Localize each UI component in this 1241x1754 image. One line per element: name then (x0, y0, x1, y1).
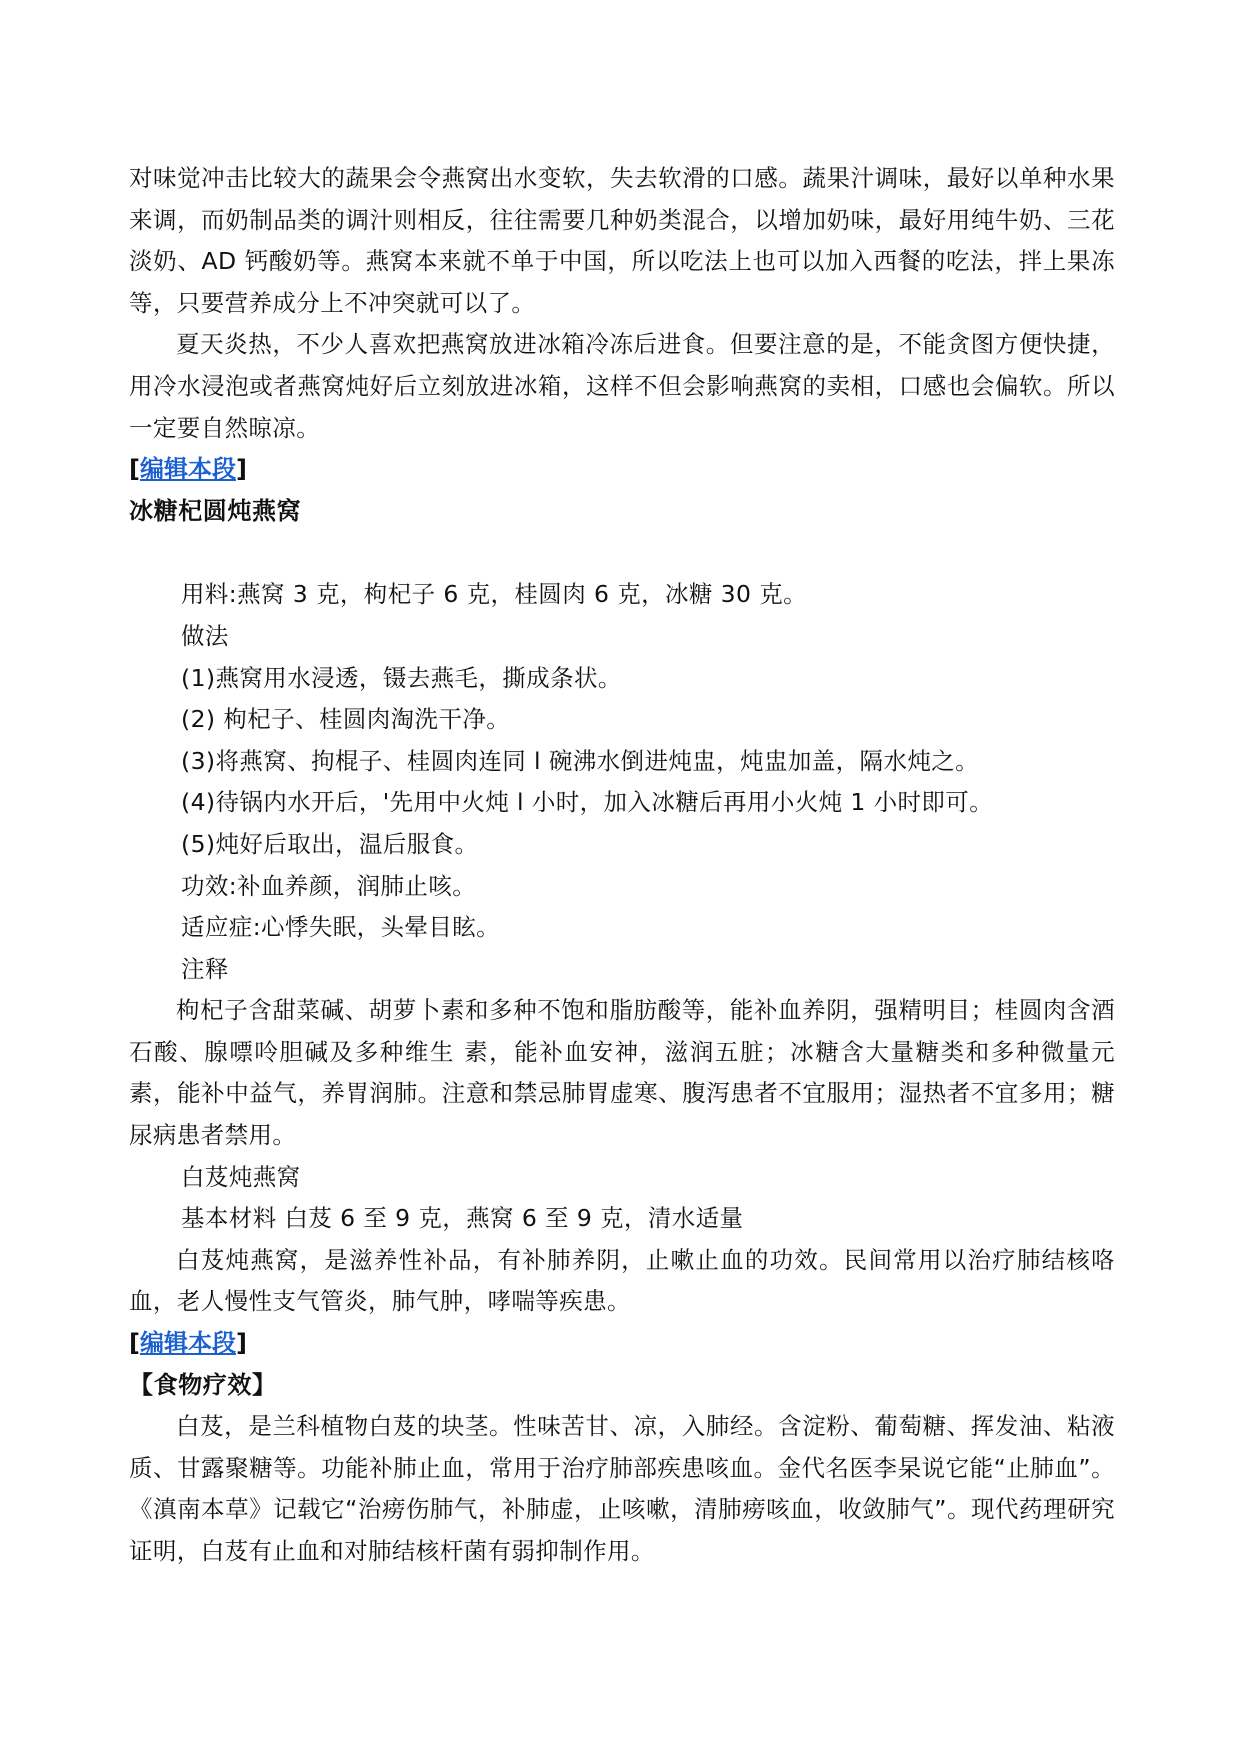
section-title-food-therapy: 【食物疗效】 (129, 1370, 277, 1399)
edit-section-button-1[interactable]: 编辑本段 (139, 455, 236, 484)
recipe-step: (1)燕窝用水浸透，镊去燕毛，撕成条状。 (181, 663, 622, 692)
recipe-method-title: 做法 (181, 621, 229, 650)
paragraph-summer-cooling: 夏天炎热，不少人喜欢把燕窝放进冰箱冷冻后进食。但要注意的是，不能贪图方便快捷，用冷水浸泡或者燕窝炖好后立刻放进冰箱，这样不但会影响燕窝的卖相，口感也会偏软。所以一定要自然晾凉。 (129, 330, 1115, 442)
spacer (129, 532, 1115, 574)
edit-section-button-2[interactable]: 编辑本段 (139, 1329, 236, 1358)
recipe-indication: 适应症:心悸失眠，头晕目眩。 (181, 913, 501, 942)
recipe-notes: 枸杞子含甜菜碱、胡萝卜素和多种不饱和脂肪酸等，能补血养阴，强精明目；桂圆肉含酒石酸、腺嘌呤胆碱及多种维生 素，能补血安神，滋润五脏；冰糖含大量糖类和多种微量元素，能补中益气，养胃润肺。注意和禁忌肺胃虚寒、腹泻患者不宜服用；湿热者不宜多用；糖尿病患者禁用。 (129, 996, 1115, 1150)
section-title-rock-sugar: 冰糖杞圆炖燕窝 (129, 496, 302, 525)
recipe-step: (3)将燕窝、拘棍子、桂圆肉连同 l 碗沸水倒进炖盅，炖盅加盖，隔水炖之。 (181, 746, 980, 775)
recipe-step: (2) 枸杞子、桂圆肉淘洗干净。 (181, 705, 511, 734)
paragraph-fruit-flavor: 对味觉冲击比较大的蔬果会令燕窝出水变软，失去软滑的口感。蔬果汁调味，最好以单种水果来调，而奶制品类的调汁则相反，往往需要几种奶类混合，以增加奶味，最好用纯牛奶、三花淡奶、AD 钙酸奶等。燕窝本来就不单于中国，所以吃法上也可以加入西餐的吃法，拌上果冻等，只要营养成分上不冲突就可以了。 (129, 164, 1115, 317)
recipe-step: (5)炖好后取出，温后服食。 (181, 829, 479, 858)
recipe-basic-materials: 基本材料 白芨 6 至 9 克，燕窝 6 至 9 克，清水适量 (181, 1204, 744, 1233)
recipe-sub-description: 白芨炖燕窝，是滋养性补品，有补肺养阴，止嗽止血的功效。民间常用以治疗肺结核咯血，老人慢性支气管炎，肺气肿，哮喘等疾患。 (129, 1245, 1115, 1316)
recipe-step: (4)待锅内水开后，'先用中火炖 l 小时，加入冰糖后再用小火炖 1 小时即可。 (181, 788, 994, 817)
edit-section-link-2: [编辑本段] (129, 1329, 247, 1358)
recipe-notes-title: 注释 (181, 954, 229, 983)
paragraph-food-therapy: 白芨，是兰科植物白芨的块茎。性味苦甘、凉，入肺经。含淀粉、葡萄糖、挥发油、粘液质、甘露聚糖等。功能补肺止血，常用于治疗肺部疾患咳血。金代名医李杲说它能“止肺血”。《滇南本草》记载它“治痨伤肺气，补肺虚，止咳嗽，清肺痨咳血，收敛肺气”。现代药理研究证明，白芨有止血和对肺结核杆菌有弱抑制作用。 (129, 1412, 1115, 1565)
edit-section-link-1: [编辑本段] (129, 455, 247, 484)
recipe-effect: 功效:补血养颜，润肺止咳。 (181, 871, 477, 900)
document-page (129, 158, 1115, 1573)
recipe-ingredients: 用料:燕窝 3 克，枸杞子 6 克，桂圆肉 6 克，冰糖 30 克。 (181, 580, 808, 609)
recipe-sub-title: 白芨炖燕窝 (181, 1162, 301, 1191)
